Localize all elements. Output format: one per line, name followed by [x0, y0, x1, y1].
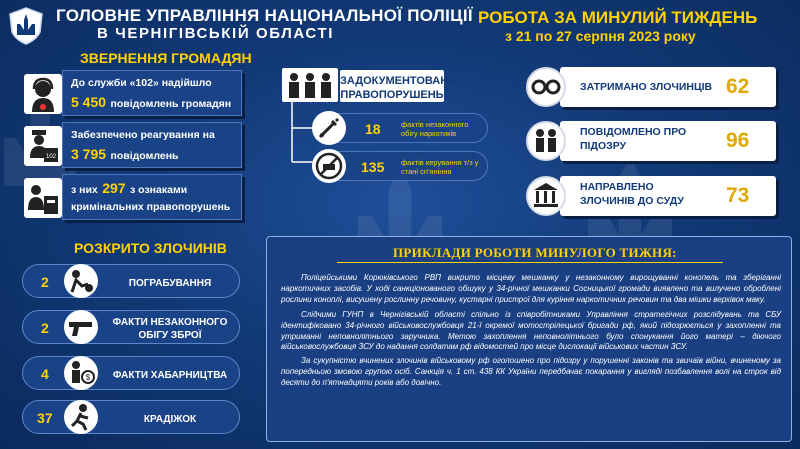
police-shield-icon	[6, 6, 46, 46]
stat-suspicion-box	[560, 121, 776, 161]
gun-icon	[64, 310, 98, 344]
suspect-icon	[526, 121, 566, 161]
criminal-line2: кримінальних правопорушень	[71, 201, 231, 213]
operator-icon	[24, 74, 62, 114]
stat-detained-value: 62	[726, 75, 750, 98]
report-dates: з 21 по 27 серпня 2023 року	[505, 28, 696, 44]
svg-text:102: 102	[45, 154, 57, 160]
thief-icon	[64, 400, 98, 434]
handcuffs-icon	[526, 67, 566, 107]
crime-weapons-label: ФАКТИ НЕЗАКОННОГО ОБІГУ ЗБРОЇ	[112, 317, 228, 341]
org-name-line1: ГОЛОВНЕ УПРАВЛІННЯ НАЦІОНАЛЬНОЇ ПОЛІЦІЇ	[56, 6, 473, 25]
examples-title-underline	[337, 262, 723, 263]
crime-row-theft	[22, 400, 240, 434]
response-suffix: повідомлень	[110, 150, 179, 162]
syringe-icon	[312, 111, 346, 145]
stat-suspicion-value: 96	[726, 129, 750, 152]
report-title: РОБОТА ЗА МИНУЛИЙ ТИЖДЕНЬ	[478, 8, 758, 27]
documented-title: ЗАДОКУМЕНТОВАНО ПРАВОПОРУШЕНЬ	[340, 70, 444, 102]
stat-court-value: 73	[726, 184, 750, 207]
example-paragraph-2: Слідчими ГУНП в Чернігівській області спільно із співробітниками Управління стратегічних розслідувань та СБУ ідентифіковано 34-річного військовослужбовця 21-ї окремої мотострілецької бригади рф, який підозрюється у захопленні та утриманні неповнолітнього заручника. Метою захоплення неповнолітнього було спонукання його матері – діючого військовослужбовця ЗСУ до надання солдатам рф відомостей про місце дислокації військових частин ЗСУ.	[281, 310, 781, 352]
crime-theft-label: КРАДІЖОК	[143, 414, 197, 425]
criminal-number: 297	[102, 180, 126, 196]
citizens-section-title: ЗВЕРНЕННЯ ГРОМАДЯН	[80, 50, 252, 66]
drugs-number: 18	[365, 121, 381, 137]
patrol-officer-icon	[24, 126, 62, 166]
drugs-text: фактів незаконного обігу наркотиків	[401, 120, 469, 139]
examples-panel	[266, 236, 792, 442]
criminal-prefix: з них	[71, 184, 98, 196]
crime-weapons-value: 2	[41, 320, 49, 336]
crime-row-bribery	[22, 356, 240, 390]
criminal-suffix: з ознаками	[130, 184, 188, 196]
call-102-number: 5 450	[71, 94, 107, 110]
court-icon	[526, 176, 566, 216]
example-paragraph-3: За сукупністю вчинених злочинів військовому рф оголошено про підозру у порушенні законів та звичаїв війни, вчиненому за попередньою змовою групою осіб. Санкція ч. 1 ст. 438 КК України передбачає покарання у вигляді позбавлення волі на строк від десяти до п'ятнадцяти років або довічно.	[281, 356, 781, 387]
crimes-section-title: РОЗКРИТО ЗЛОЧИНІВ	[74, 240, 227, 256]
drunk-driving-text: фактів керування т/з у стані сп'яніння	[401, 158, 479, 177]
officers-group-icon	[282, 68, 338, 102]
bribe-icon	[64, 356, 98, 390]
response-label: Забезпечено реагування на	[71, 129, 215, 141]
crime-row-weapons	[22, 310, 240, 344]
crime-robbery-value: 2	[41, 274, 49, 290]
stat-detained-box	[560, 67, 776, 107]
stat-detained-label: ЗАТРИМАНО ЗЛОЧИНЦІВ	[580, 81, 713, 93]
crime-robbery-label: ПОГРАБУВАННЯ	[128, 278, 212, 289]
examples-title: ПРИКЛАДИ РОБОТИ МИНУЛОГО ТИЖНЯ:	[393, 245, 677, 260]
no-drunk-driving-icon	[312, 149, 346, 183]
stat-suspicion-label: ПОВІДОМЛЕНО ПРО ПІДОЗРУ	[580, 126, 687, 152]
crime-bribery-value: 4	[41, 366, 49, 382]
crime-bribery-label: ФАКТИ ХАБАРНИЦТВА	[112, 370, 228, 381]
robbery-icon	[64, 264, 98, 298]
response-box	[62, 122, 242, 168]
svg-text:$: $	[85, 373, 91, 382]
org-name-line2: В ЧЕРНІГІВСЬКІЙ ОБЛАСТІ	[97, 25, 335, 42]
crime-theft-value: 37	[37, 410, 53, 426]
stat-court-box	[560, 176, 776, 216]
call-102-box	[62, 70, 242, 116]
stat-court-label: НАПРАВЛЕНО ЗЛОЧИНІВ ДО СУДУ	[580, 181, 684, 207]
response-number: 3 795	[71, 146, 107, 162]
criminal-offenses-box	[62, 174, 242, 220]
officer-desk-icon	[24, 178, 62, 218]
crime-row-robbery	[22, 264, 240, 298]
call-102-label: До служби «102» надійшло	[71, 77, 212, 89]
drunk-driving-number: 135	[361, 159, 385, 175]
call-102-suffix: повідомлень громадян	[110, 98, 232, 110]
example-paragraph-1: Поліцейськими Корюківського РВП викрито місцеву мешканку у незаконному вирощуванні конопель та зберіганні наркотичних засобів. У ході санкціонованого обшуку у 34-річної мешканки Сосницької громади виявлено та вилучено оброблені рослини коноплі, висушену рослинну речовину, кустарні пристрої для куріння наркотичних речовин та два мішки верхівок маку.	[281, 273, 781, 304]
